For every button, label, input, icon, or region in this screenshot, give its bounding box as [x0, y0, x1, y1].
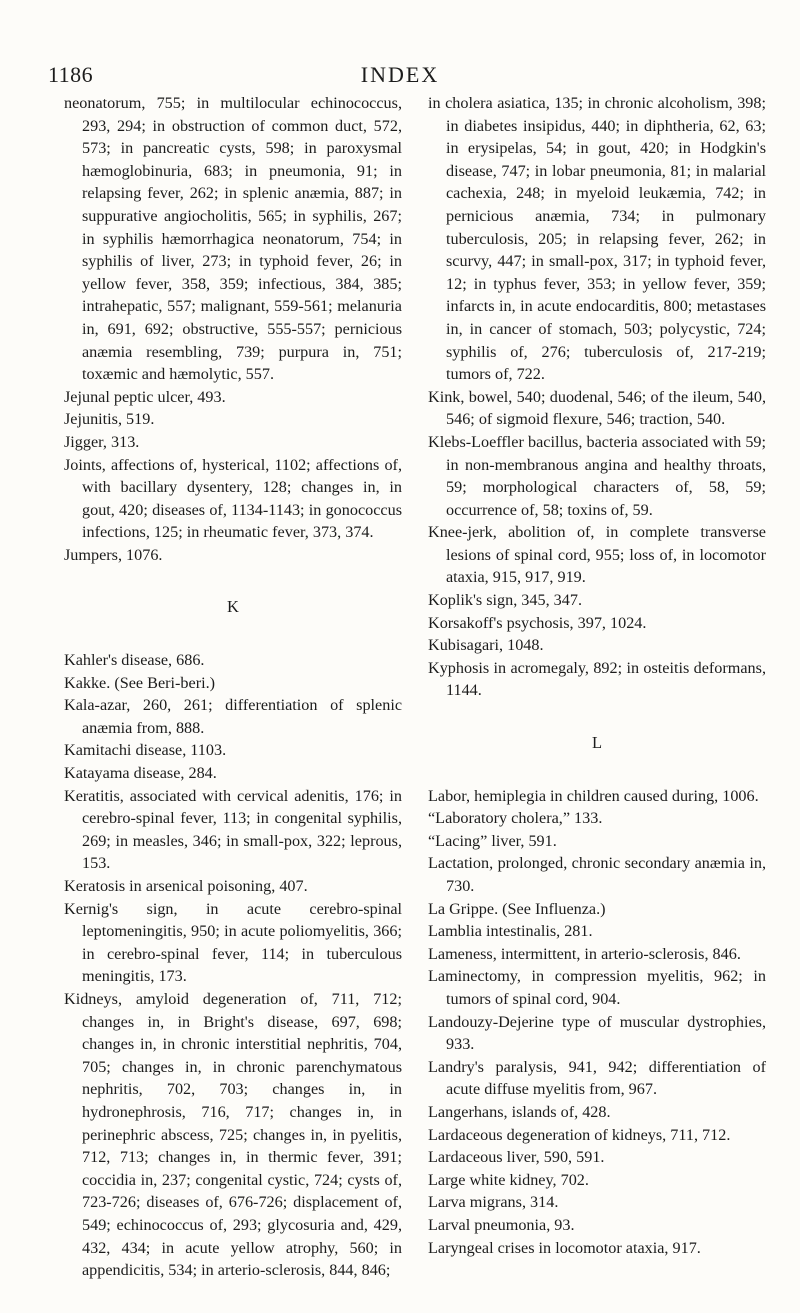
index-entry: Landry's paralysis, 941, 942; differentiation of acute diffuse myelitis from, 967. — [428, 1057, 766, 1099]
index-entry: Keratitis, associated with cervical adenitis, 176; in cerebro-spinal fever, 113; in congenital syphilis, 269; in measles, 346; in small-pox, 322; leprous, 153. — [64, 786, 402, 873]
index-entry: Lameness, intermittent, in arterio-sclerosis, 846. — [428, 944, 741, 963]
index-entry: Jigger, 313. — [64, 432, 140, 451]
index-entry: Kala-azar, 260, 261; differentiation of splenic anæmia from, 888. — [64, 696, 402, 737]
index-entry: Keratosis in arsenical poisoning, 407. — [64, 877, 308, 895]
index-entry: Lactation, prolonged, chronic secondary anæmia in, 730. — [428, 854, 766, 895]
index-entry: Jejunal peptic ulcer, 493. — [64, 387, 226, 406]
index-entry: Kubisagari, 1048. — [428, 636, 544, 655]
running-head: INDEX — [360, 62, 440, 87]
index-entry: Knee-jerk, abolition of, in complete transverse lesions of spinal cord, 955; loss of, in locomotor ataxia, 915, 917, 919. — [428, 523, 766, 587]
index-entry: Korsakoff's psychosis, 397, 1024. — [428, 613, 647, 632]
letter-heading-l: L — [591, 733, 603, 753]
index-entry: Katayama disease, 284. — [64, 764, 217, 783]
index-entry: Kink, bowel, 540; duodenal, 546; of the ileum, 540, 546; of sigmoid flexure, 546; traction, 540. — [428, 387, 766, 429]
index-entry: Koplik's sign, 345, 347. — [428, 591, 583, 610]
left-column — [64, 92, 402, 1282]
index-entry: Laminectomy, in compression myelitis, 962; in tumors of spinal cord, 904. — [428, 967, 766, 1008]
index-entry: Kahler's disease, 686. — [64, 651, 205, 670]
page-number: 1186 — [48, 62, 94, 87]
index-entry: Jejunitis, 519. — [64, 410, 155, 429]
index-entry: Kakke. (See Beri-beri.) — [64, 673, 216, 692]
index-entry: Kamitachi disease, 1103. — [64, 741, 227, 760]
index-entry: Larva migrans, 314. — [428, 1193, 559, 1212]
index-entry: in cholera asiatica, 135; in chronic alcoholism, 398; in diabetes insipidus, 440; in diphtheria, 62, 63; in erysipelas, 54; in gout, 420; in Hodgkin's disease, 747; in lobar pneumonia, 81; in malarial cachexia, 248; in myeloid leukæmia, 742; in pernicious anæmia, 734; in pulmonary tuberculosis, 205; in relapsing fever, 262; in scurvy, 447; in small-pox, 317; in typhoid fever, 12; in typhus fever, 353; in yellow fever, 359; infarcts in, in acute endocarditis, 800; metastases in, in cancer of stomach, 503; polycystic, 724; syphilis of, 276; tuberculosis of, 217-219; tumors of, 722. — [428, 94, 766, 384]
right-column — [428, 92, 766, 1259]
index-entry: Jumpers, 1076. — [64, 545, 163, 564]
index-entry: Lardaceous liver, 590, 591. — [428, 1148, 605, 1167]
index-entry: Large white kidney, 702. — [428, 1170, 589, 1189]
index-entry: Kernig's sign, in acute cerebro-spinal leptomeningitis, 950; in acute poliomyelitis, 366; in cerebro-spinal fever, 114; in tuberculous meningitis, 173. — [64, 899, 402, 986]
index-entry: Kidneys, amyloid degeneration of, 711, 712; changes in, in Bright's disease, 697, 698; changes in, in chronic interstitial nephritis, 704, 705; changes in, in chronic parenchymatous nephritis, 702, 703; changes in, in hydronephrosis, 716, 717; changes in, in perinephric abscess, 725; changes in, in pyelitis, 712, 713; changes in, in thermic fever, 391; coccidia in, 237; congenital cystic, 724; cysts of, 723-726; diseases of, 676-726; displacement of, 549; echinococcus of, 293; glycosuria and, 429, 432, 434; in acute yellow atrophy, 560; in appendicitis, 534; in arterio-sclerosis, 844, 846; — [64, 989, 402, 1280]
index-entry: Landouzy-Dejerine type of muscular dystrophies, 933. — [428, 1012, 766, 1054]
index-entry: Lardaceous degeneration of kidneys, 711, 712. — [428, 1125, 731, 1144]
index-entry: Langerhans, islands of, 428. — [428, 1102, 611, 1121]
index-entry: “Laboratory cholera,” 133. — [428, 809, 603, 828]
index-entry: Klebs-Loeffler bacillus, bacteria associated with 59; in non-membranous angina and healthy throats, 59; morphological characters of, 58, 59; occurrence of, 58; toxins of, 59. — [428, 432, 766, 519]
index-entry: Laryngeal crises in locomotor ataxia, 917. — [428, 1238, 701, 1257]
index-entry: Larval pneumonia, 93. — [428, 1215, 575, 1234]
letter-heading-k: K — [227, 597, 239, 617]
index-entry: “Lacing” liver, 591. — [428, 831, 557, 850]
index-entry: La Grippe. (See Influenza.) — [428, 899, 606, 918]
index-entry: Labor, hemiplegia in children caused during, 1006. — [428, 786, 759, 805]
index-entry: Joints, affections of, hysterical, 1102; affections of, with bacillary dysentery, 128; changes in, in gout, 420; diseases of, 1134-1143; in gonococcus infections, 125; in rheumatic fever, 373, 374. — [64, 455, 402, 542]
index-entry: Kyphosis in acromegaly, 892; in osteitis deformans, 1144. — [428, 658, 766, 700]
index-entry: neonatorum, 755; in multilocular echinococcus, 293, 294; in obstruction of common duct, 572, 573; in pancreatic cysts, 598; in paroxysmal hæmoglobinuria, 683; in pneumonia, 91; in relapsing fever, 262; in splenic anæmia, 887; in suppurative angiocholitis, 565; in syphilis, 267; in syphilis hæmorrhagica neonatorum, 754; in syphilis of liver, 273; in typhoid fever, 26; in yellow fever, 358, 359; infectious, 384, 385; intrahepatic, 557; malignant, 559-561; melanuria in, 691, 692; obstructive, 555-557; pernicious anæmia resembling, 739; purpura in, 751; toxæmic and hæmolytic, 557. — [64, 94, 402, 384]
index-entry: Lamblia intestinalis, 281. — [428, 922, 593, 941]
